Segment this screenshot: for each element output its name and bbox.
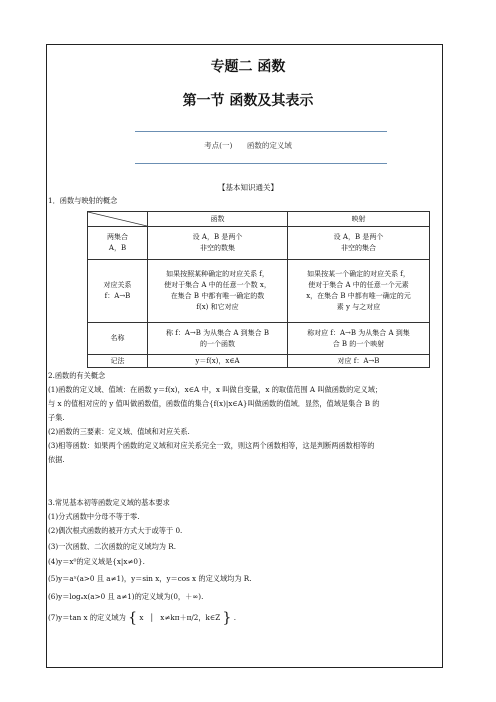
topic-heading — [0, 140, 496, 151]
paragraph: 与 x 的值相对应的 y 值叫做函数值，函数值的集合{f(x)|x∈A}叫做函数的值域．显然，值域是集合 B 的 — [48, 399, 380, 408]
rule-item: (1)分式函数中分母不等于零. — [48, 512, 140, 521]
header-mapping: 映射 — [288, 212, 430, 227]
item-1-heading: 1．函数与映射的概念 — [48, 196, 118, 205]
item-2-heading: 2.函数的有关概念 — [48, 371, 106, 380]
divider-bottom — [135, 163, 387, 164]
table-corner — [88, 212, 148, 227]
header-function: 函数 — [148, 212, 288, 227]
chapter-title: 专题二 函数 — [210, 59, 286, 75]
paragraph: (1)函数的定义域、值域：在函数 y＝f(x)，x∈A 中，x 叫做自变量，x 的取值范围 A 叫做函数的定义域； — [48, 385, 383, 394]
section-badge: 【基本知识通关】 — [218, 183, 278, 192]
divider-top — [135, 131, 387, 132]
row-function-cell: 如果按照某种确定的对应关系 f， 使对于集合 A 中的任意一个数 x， 在集合 B 中都有唯一确定的数 f(x) 和它对应 — [148, 260, 288, 323]
row-mapping-cell: 对应 f：A→B — [288, 355, 430, 368]
rule-item: (4)y＝x⁰的定义域是{x|x≠0}. — [48, 557, 145, 566]
topic-name: 函数的定义域 — [246, 141, 292, 150]
row-label: 对应关系 f：A→B — [88, 260, 148, 323]
section-title: 第一节 函数及其表示 — [182, 93, 314, 109]
rule-item: (5)y＝aˣ(a>0 且 a≠1)，y＝sin x，y＝cos x 的定义域均为 R. — [48, 574, 252, 583]
row-function-cell: 设 A，B 是两个 非空的数集 — [148, 227, 288, 260]
row-function-cell: y＝f(x)，x∈A — [148, 355, 288, 368]
paragraph: (3)相等函数：如果两个函数的定义域和对应关系完全一致，则这两个函数相等，这是判断两函数相等的 — [48, 441, 375, 450]
row-function-cell: 称 f：A→B 为从集合 A 到集合 B 的一个函数 — [148, 323, 288, 355]
row-mapping-cell: 设 A，B 是两个 非空的集合 — [288, 227, 430, 260]
function-mapping-table — [87, 211, 430, 368]
brace-left-icon: { — [128, 610, 138, 626]
paragraph: (2)函数的三要素：定义域、值域和对应关系. — [48, 427, 190, 436]
rule-item: (6)y＝logₐx(a>0 且 a≠1)的定义域为(0，＋∞). — [48, 592, 204, 601]
paragraph: 子集. — [48, 413, 65, 422]
row-mapping-cell: 称对应 f：A→B 为从集合 A 到集 合 B 的一个映射 — [288, 323, 430, 355]
row-label: 两集合 A，B — [88, 227, 148, 260]
paragraph: 依据. — [48, 455, 65, 464]
rule-item-tan: (7)y＝tan x 的定义域为 { x │ x≠kπ＋π/2，k∈Z } . — [48, 610, 237, 626]
topic-prefix: 考点(一) — [204, 141, 233, 150]
row-mapping-cell: 如果按某一个确定的对应关系 f， 使对于集合 A 中的任意一个元素 x，在集合 B 中都有唯一确定的元 素 y 与之对应 — [288, 260, 430, 323]
row-label: 记法 — [88, 355, 148, 368]
item-3-heading: 3.常见基本初等函数定义域的基本要求 — [48, 498, 170, 507]
row-label: 名称 — [88, 323, 148, 355]
rule-item: (2)偶次根式函数的被开方式大于或等于 0. — [48, 526, 183, 535]
brace-right-icon: } — [222, 610, 232, 626]
rule-item: (3)一次函数、二次函数的定义域均为 R. — [48, 542, 176, 551]
